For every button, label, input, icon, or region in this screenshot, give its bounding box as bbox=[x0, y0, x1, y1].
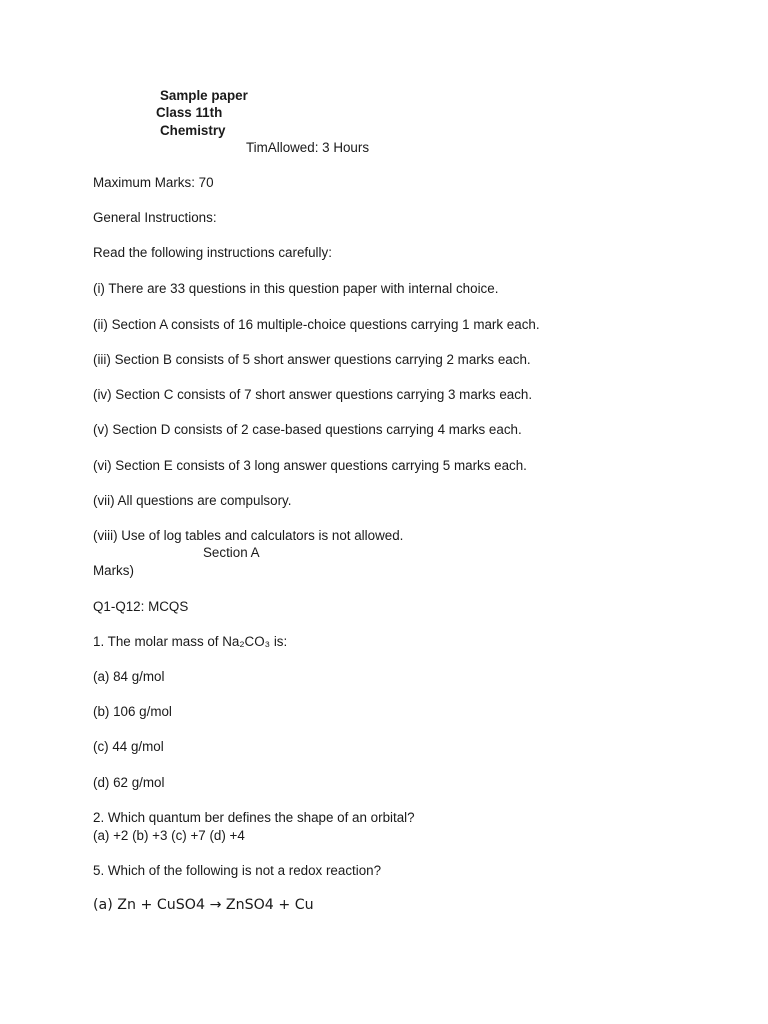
instruction-item: (iv) Section C consists of 7 short answer questions carrying 3 marks each. bbox=[93, 387, 533, 402]
question-1: 1. The molar mass of Na₂CO₃ is: bbox=[93, 634, 288, 649]
time-allowed: TimAllowed: 3 Hours bbox=[246, 140, 370, 155]
instruction-item: (i) There are 33 questions in this question paper with internal choice. bbox=[93, 281, 499, 296]
question-2-options: (a) +2 (b) +3 (c) +7 (d) +4 bbox=[93, 828, 245, 843]
instruction-item: (ii) Section A consists of 16 multiple-choice questions carrying 1 mark each. bbox=[93, 317, 540, 332]
marks-fragment: Marks) bbox=[93, 563, 134, 578]
question-5-option-a: (a) Zn + CuSO4 → ZnSO4 + Cu bbox=[93, 897, 314, 913]
question-2: 2. Which quantum ber defines the shape of an orbital? bbox=[93, 810, 415, 825]
instruction-item: (v) Section D consists of 2 case-based questions carrying 4 marks each. bbox=[93, 422, 522, 437]
section-heading: Section A bbox=[203, 545, 260, 560]
question-1-option-c: (c) 44 g/mol bbox=[93, 739, 164, 754]
class-label: Class 11th bbox=[156, 105, 223, 120]
read-instructions-text: Read the following instructions carefully: bbox=[93, 245, 332, 260]
subject-label: Chemistry bbox=[160, 123, 226, 138]
question-5: 5. Which of the following is not a redox reaction? bbox=[93, 863, 382, 878]
general-instructions-heading: General Instructions: bbox=[93, 210, 217, 225]
instruction-item: (viii) Use of log tables and calculators is not allowed. bbox=[93, 528, 404, 543]
paper-title: Sample paper bbox=[160, 88, 248, 103]
instruction-item: (iii) Section B consists of 5 short answer questions carrying 2 marks each. bbox=[93, 352, 531, 367]
question-1-option-a: (a) 84 g/mol bbox=[93, 669, 165, 684]
instruction-item: (vi) Section E consists of 3 long answer questions carrying 5 marks each. bbox=[93, 458, 527, 473]
maximum-marks: Maximum Marks: 70 bbox=[93, 175, 214, 190]
question-1-option-d: (d) 62 g/mol bbox=[93, 775, 165, 790]
question-1-option-b: (b) 106 g/mol bbox=[93, 704, 172, 719]
instruction-item: (vii) All questions are compulsory. bbox=[93, 493, 292, 508]
mcq-heading: Q1-Q12: MCQS bbox=[93, 599, 189, 614]
